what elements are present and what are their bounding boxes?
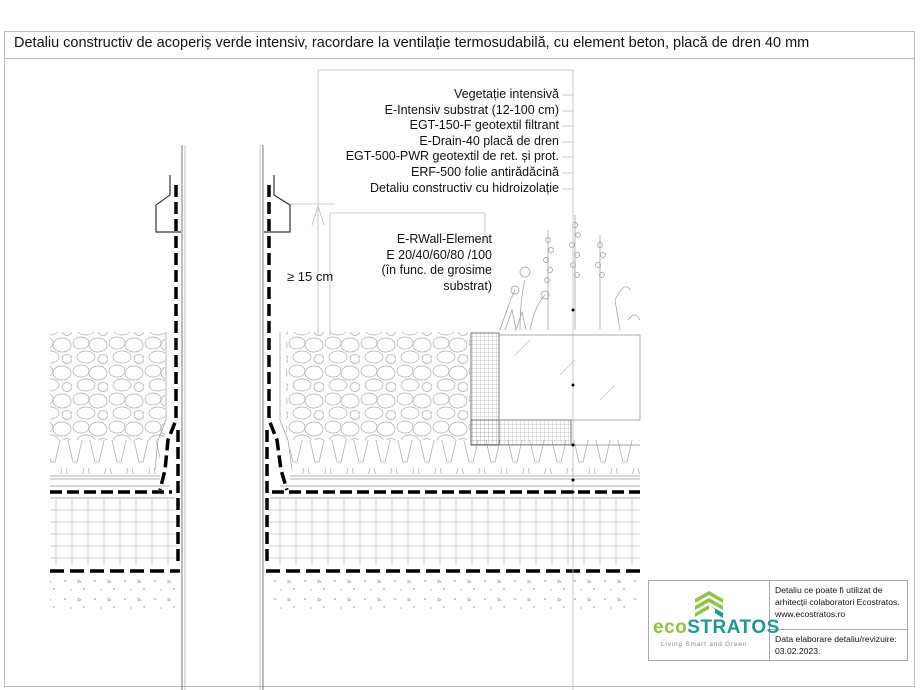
info-panel	[770, 581, 907, 660]
layer-label: EGT-500-PWR geotextil de ret. și prot.	[345, 149, 559, 164]
usage-line: arhitecții colaboratori Ecostratos.	[775, 597, 900, 607]
ventilation-pipe	[182, 145, 263, 690]
layer-labels	[346, 87, 559, 196]
title-block	[648, 580, 908, 661]
roof-slab-right	[268, 500, 640, 566]
base-concrete-left	[50, 576, 180, 612]
brand-part: STRATOS	[687, 617, 780, 638]
roof-slab-left	[50, 500, 178, 566]
brand-name	[653, 617, 780, 639]
revision-info	[770, 630, 907, 660]
layer-label: E-Intensiv substrat (12-100 cm)	[384, 102, 559, 117]
wall-element-line: E 20/40/60/80 /100	[386, 247, 492, 262]
layer-label: E-Drain-40 placă de dren	[419, 133, 559, 148]
layer-label: Vegetație intensivă	[454, 87, 559, 101]
layer-label: EGT-150-F geotextil filtrant	[409, 118, 559, 133]
usage-note	[770, 581, 907, 630]
layer-label: Detaliu constructiv cu hidroizolație	[370, 180, 559, 195]
base-concrete-right	[266, 576, 640, 612]
wall-element-line: substrat)	[443, 278, 492, 293]
drain-plate-left	[50, 440, 160, 474]
layer-label: ERF-500 folie antirădăcină	[411, 164, 559, 179]
vegetation-illustration	[500, 215, 640, 330]
substrate-layer	[499, 335, 640, 420]
gravel-layer-right	[286, 332, 470, 440]
company-logo	[649, 581, 780, 660]
membrane-upturn-right	[269, 185, 287, 490]
wall-element-label	[382, 232, 492, 294]
date-label: Data elaborare detaliu/revizuire:	[775, 634, 897, 644]
dimension-label: ≥ 15 cm	[287, 269, 334, 284]
wall-element-line: (în func. de grosime	[381, 263, 492, 277]
brand-tagline: Living Smart and Green	[661, 641, 748, 648]
geotextile-layers	[50, 476, 640, 498]
brand-part: eco	[653, 617, 688, 638]
drawing-title: Detaliu constructiv de acoperiș verde intensiv, racordare la ventilație termosudabilă, cu element beton, placă de dren 40 mm	[14, 35, 810, 51]
usage-line: Detaliu ce poate fi utilizat de	[775, 585, 883, 595]
gravel-layer-left	[50, 332, 165, 440]
date-value: 03.02.2023.	[775, 646, 821, 656]
website-link[interactable]: www.ecostratos.ro	[775, 609, 846, 619]
wall-element-line: E-RWall-Element	[396, 232, 492, 246]
